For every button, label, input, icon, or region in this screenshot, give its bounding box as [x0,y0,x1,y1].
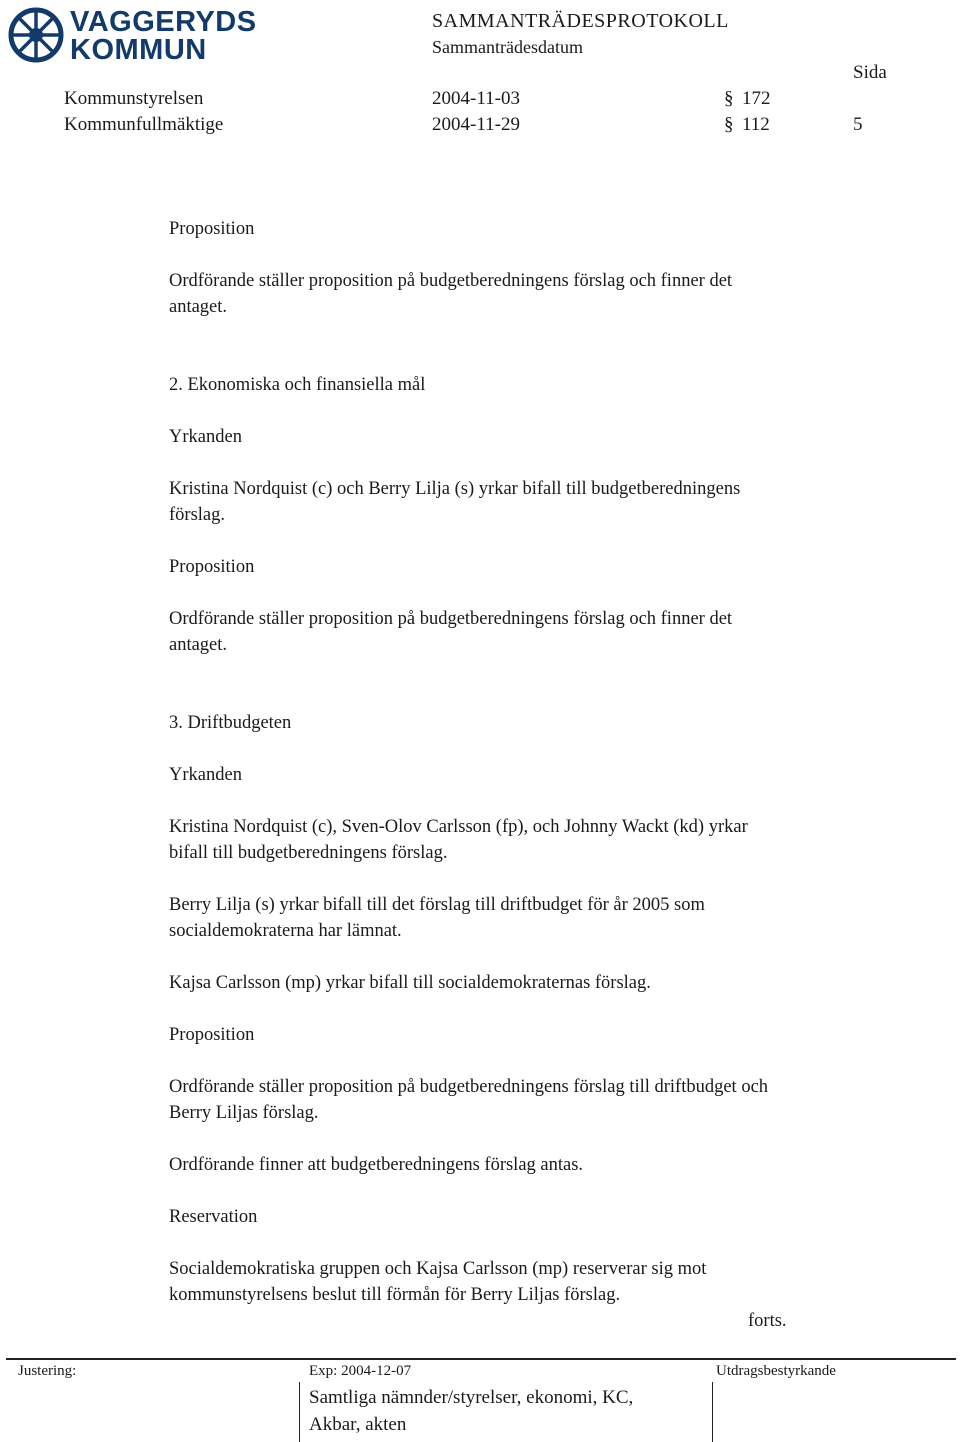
header-row-section: 112 [742,114,770,135]
proposition-text: Ordförande ställer proposition på budgetberedningens förslag och finner det [169,609,733,629]
distribution-line: Samtliga nämnder/styrelser, ekonomi, KC, [309,1387,634,1408]
header-row-body: Kommunstyrelsen [64,88,204,109]
header-row-body: Kommunfullmäktige [64,114,224,135]
proposition-text: antaget. [169,635,228,655]
municipality-logo [8,6,257,66]
header-row-date: 2004-11-29 [432,114,520,135]
yrkanden-heading: Yrkanden [169,427,242,447]
item2-heading: 2. Ekonomiska och finansiella mål [169,375,426,395]
proposition-heading: Proposition [169,219,255,239]
decision-text: Ordförande finner att budgetberedningens förslag antas. [169,1155,584,1175]
header-row-date: 2004-11-03 [432,88,520,109]
section-symbol: § [724,114,734,135]
page-number: 5 [853,114,863,135]
logo-text-line2: KOMMUN [70,34,207,66]
reservation-text: Socialdemokratiska gruppen och Kajsa Carlsson (mp) reserverar sig mot [169,1259,707,1279]
yrkanden-heading: Yrkanden [169,765,242,785]
page-label: Sida [853,62,887,83]
justering-label: Justering: [18,1363,77,1379]
proposition-text: Ordförande ställer proposition på budgetberedningens förslag till driftbudget och [169,1077,769,1097]
item3-heading: 3. Driftbudgeten [169,713,292,733]
document-title: SAMMANTRÄDESPROTOKOLL [432,10,729,32]
proposition-text: Ordförande ställer proposition på budgetberedningens förslag och finner det [169,271,733,291]
expedition-date: Exp: 2004-12-07 [309,1363,412,1379]
proposition-text: antaget. [169,297,228,317]
footer-divider [6,1358,956,1360]
header-row-section: 172 [742,88,771,109]
yrkande-text: förslag. [169,505,225,525]
distribution-list [309,1384,709,1438]
logo-text-line1: VAGGERYDS [70,6,257,38]
proposition-text: Berry Liljas förslag. [169,1103,319,1123]
reservation-heading: Reservation [169,1207,258,1227]
utdrag-label: Utdragsbestyrkande [716,1363,836,1379]
yrkande-text: Kajsa Carlsson (mp) yrkar bifall till socialdemokraternas förslag. [169,973,651,993]
meeting-date-label: Sammanträdesdatum [432,37,583,57]
continued-note: forts. [748,1311,787,1331]
section-symbol: § [724,88,734,109]
wheel-emblem-icon [8,6,64,64]
yrkande-text: Kristina Nordquist (c) och Berry Lilja (s) yrkar bifall till budgetberedningens [169,479,741,499]
reservation-text: kommunstyrelsens beslut till förmån för Berry Liljas förslag. [169,1285,621,1305]
yrkande-text: Berry Lilja (s) yrkar bifall till det förslag till driftbudget för år 2005 som [169,895,705,915]
distribution-line: Akbar, akten [309,1414,407,1435]
yrkande-text: bifall till budgetberedningens förslag. [169,843,448,863]
proposition-heading: Proposition [169,557,255,577]
yrkande-text: socialdemokraterna har lämnat. [169,921,402,941]
proposition-heading: Proposition [169,1025,255,1045]
yrkande-text: Kristina Nordquist (c), Sven-Olov Carlsson (fp), och Johnny Wackt (kd) yrkar [169,817,748,837]
